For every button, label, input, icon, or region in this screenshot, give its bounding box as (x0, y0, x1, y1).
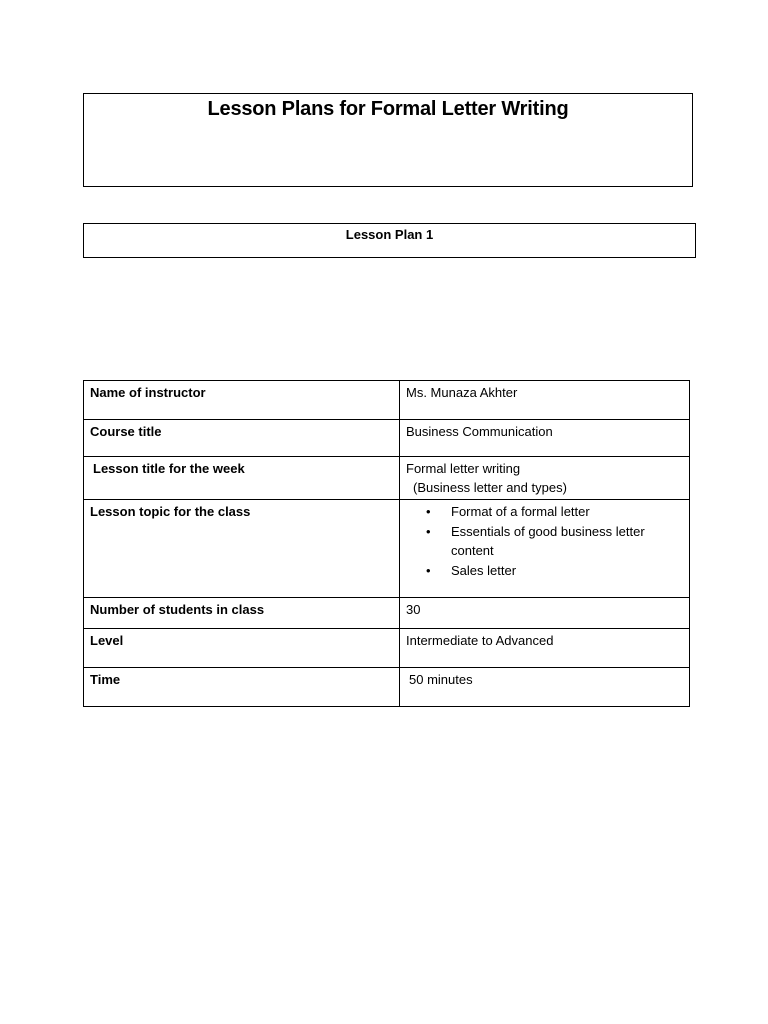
table-row (84, 457, 690, 500)
list-item-text: Sales letter (451, 563, 517, 578)
row-value: Business Communication (400, 420, 690, 457)
row-value-line-2-text: (Business letter and types) (413, 480, 567, 495)
topic-list (406, 502, 683, 580)
document-title: Lesson Plans for Formal Letter Writing (207, 98, 569, 120)
row-label: Time (84, 668, 400, 707)
lesson-plan-box (83, 223, 696, 258)
row-label: Name of instructor (84, 381, 400, 420)
row-value: 30 (400, 598, 690, 629)
table-row (84, 381, 690, 420)
lesson-info-table (83, 380, 690, 707)
list-item-text: Essentials of good business letter content (451, 524, 645, 558)
table-row (84, 500, 690, 598)
row-value (400, 457, 690, 500)
row-value-text: 50 minutes (409, 672, 473, 687)
row-label-text: Lesson title for the week (93, 461, 245, 476)
list-item (406, 561, 683, 580)
title-box (83, 93, 693, 187)
row-value-line-2 (406, 478, 683, 497)
row-value: Ms. Munaza Akhter (400, 381, 690, 420)
table-row (84, 420, 690, 457)
row-label: Lesson topic for the class (84, 500, 400, 598)
bullet-icon: • (426, 524, 431, 539)
row-label: Course title (84, 420, 400, 457)
bullet-icon: • (426, 504, 431, 519)
row-value (400, 500, 690, 598)
row-value: Intermediate to Advanced (400, 629, 690, 668)
list-item-text: Format of a formal letter (451, 504, 590, 519)
list-item (406, 502, 683, 521)
table-row (84, 598, 690, 629)
lesson-plan-heading: Lesson Plan 1 (345, 227, 434, 242)
table-row (84, 629, 690, 668)
row-value-line-1: Formal letter writing (406, 461, 521, 476)
row-label: Level (84, 629, 400, 668)
row-label (84, 457, 400, 500)
list-item (406, 522, 683, 560)
row-label: Number of students in class (84, 598, 400, 629)
table-row (84, 668, 690, 707)
bullet-icon: • (426, 563, 431, 578)
row-value (400, 668, 690, 707)
